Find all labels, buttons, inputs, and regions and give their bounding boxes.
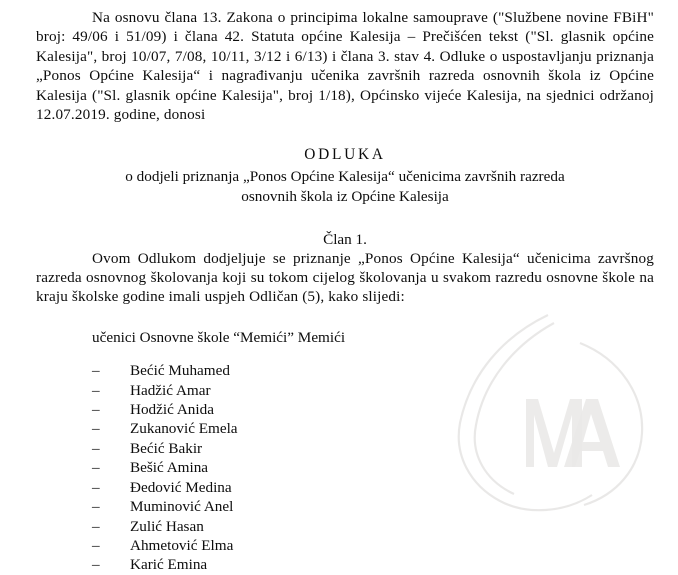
list-bullet: –	[92, 459, 100, 477]
title-block	[36, 145, 654, 206]
student-name: Đedović Medina	[130, 478, 232, 496]
list-item	[92, 400, 654, 419]
student-name: Hodžić Anida	[130, 401, 214, 419]
subtitle-line-1: o dodjeli priznanja „Ponos Općine Kalesija“ učenicima završnih razreda	[125, 168, 565, 186]
list-bullet: –	[92, 362, 100, 380]
school-line: učenici Osnovne škole “Memići” Memići	[92, 328, 346, 346]
student-name: Ahmetović Elma	[130, 536, 234, 554]
list-item	[92, 458, 654, 477]
list-item	[92, 361, 654, 380]
list-item	[92, 439, 654, 458]
student-name: Muminović Anel	[130, 498, 234, 516]
list-item	[92, 478, 654, 497]
list-bullet: –	[92, 517, 100, 535]
list-item	[92, 497, 654, 516]
student-name: Karić Emina	[130, 556, 208, 574]
list-bullet: –	[92, 381, 100, 399]
student-name: Zukanović Emela	[130, 420, 238, 438]
student-name: Zulić Hasan	[130, 517, 204, 535]
student-name: Hadžić Amar	[130, 381, 211, 399]
intro-paragraph: Na osnovu člana 13. Zakona o principima lokalne samouprave ("Službene novine FBiH" broj: 49/06 i 51/09) i člana 42. Statuta općine Kalesija – Prečišćen tekst ("Sl. glasnik općine Kalesija", broj 10/07, 7/08, 10/11, 3/12 i 6/13) i člana 3. stav 4. Odluke o uspostavljanju priznanja „Ponos Općine Kalesija“ i nagrađivanju učenika završnih razreda osnovnih škola iz Općine Kalesija ("Sl. glasnik općine Kalesija", broj 1/18), Općinsko vijeće Kalesija, na sjednici održanoj 12.07.2019. godine, donosi	[36, 9, 654, 124]
student-name: Bećić Bakir	[130, 439, 203, 457]
list-item	[92, 419, 654, 438]
list-bullet: –	[92, 556, 100, 574]
article-heading: Član 1.	[323, 230, 367, 248]
student-list	[36, 361, 654, 574]
subtitle-line-2: osnovnih škola iz Općine Kalesija	[241, 188, 449, 206]
list-bullet: –	[92, 478, 100, 496]
list-bullet: –	[92, 401, 100, 419]
list-item	[92, 517, 654, 536]
page-title: ODLUKA	[304, 146, 386, 164]
student-name: Bećić Muhamed	[130, 362, 230, 380]
list-item	[92, 381, 654, 400]
student-name: Bešić Amina	[130, 459, 209, 477]
list-bullet: –	[92, 536, 100, 554]
list-item	[92, 555, 654, 574]
list-bullet: –	[92, 439, 100, 457]
list-bullet: –	[92, 498, 100, 516]
list-bullet: –	[92, 420, 100, 438]
article-body-paragraph: Ovom Odlukom dodjeljuje se priznanje „Ponos Općine Kalesija“ učenicima završnog razreda osnovnog školovanja koji su tokom cijelog školovanja u svakom razredu osnovne škole na kraju školske godine imali uspjeh Odličan (5), kako slijedi:	[36, 249, 654, 306]
list-item	[92, 536, 654, 555]
